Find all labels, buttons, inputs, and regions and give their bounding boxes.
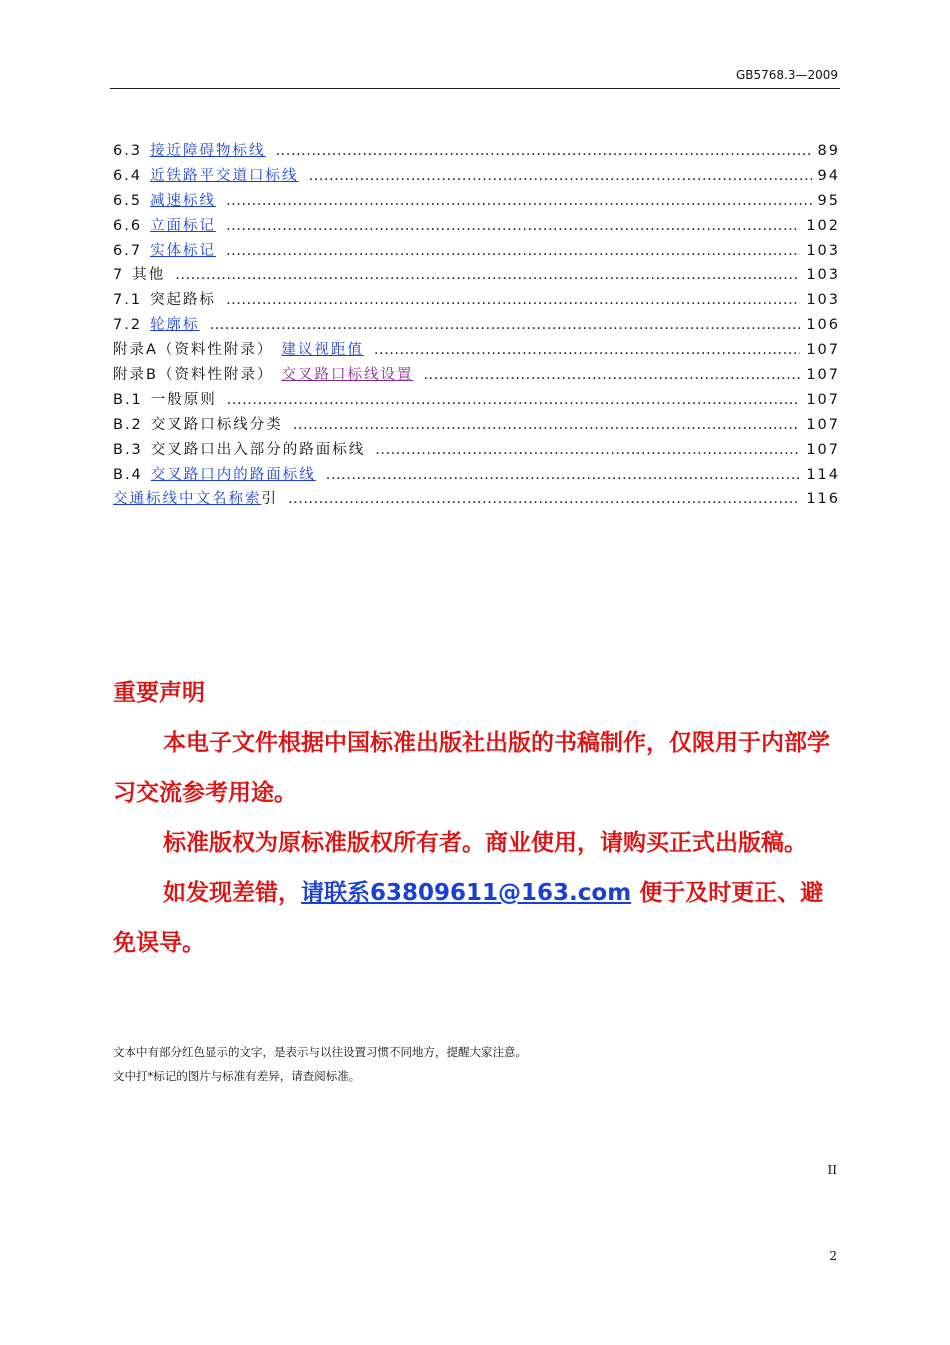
toc-page-number: 103: [806, 242, 840, 259]
toc-page-number: 89: [817, 143, 840, 159]
toc-number: 6.7: [113, 242, 143, 259]
toc-row: [113, 214, 840, 239]
toc-leader-dots: [210, 317, 801, 333]
toc-page-number: 107: [806, 342, 840, 359]
toc-leader-dots: [288, 491, 800, 507]
toc-leader-dots: [309, 168, 812, 184]
toc-title: 一般原则: [150, 391, 217, 408]
notice-paragraph-3-prefix: 如发现差错，: [163, 880, 301, 906]
contact-email-link[interactable]: 请联系63809611@163.com: [301, 880, 632, 906]
toc-page-number: 107: [806, 416, 840, 433]
toc-title[interactable]: 近铁路平交道口标线: [150, 167, 299, 184]
toc-page-number: 107: [806, 367, 840, 384]
toc-number: 7.2: [113, 317, 143, 334]
toc-number: B.1: [113, 391, 143, 408]
toc-page-number: 116: [806, 491, 840, 508]
toc-title: 突起路标: [150, 292, 217, 309]
page-number: 2: [829, 1249, 837, 1263]
toc-page-number: 102: [806, 217, 840, 234]
toc-number: 7: [113, 267, 125, 284]
toc-number: 7.1: [113, 292, 143, 309]
toc-leader-dots: [276, 143, 812, 159]
toc-number: 附录B（资料性附录）: [113, 367, 274, 384]
toc-leader-dots: [226, 292, 800, 308]
toc-title[interactable]: 交叉路口内的路面标线: [150, 466, 316, 483]
notice-paragraph-3: [113, 868, 840, 968]
footnote-line-2: 文中打*标记的图片与标准有差异，请查阅标准。: [113, 1069, 361, 1083]
header-divider: [110, 88, 840, 89]
toc-page-number: 107: [806, 441, 840, 458]
notice-paragraph-2: 标准版权为原标准版权所有者。商业使用，请购买正式出版稿。: [163, 830, 807, 856]
toc-leader-dots: [375, 442, 800, 458]
toc-number: 6.6: [113, 217, 143, 234]
toc-row: [113, 313, 840, 338]
toc-row: [113, 338, 840, 363]
toc-title-suffix: 引: [261, 491, 278, 508]
toc-page-number: 103: [806, 292, 840, 309]
toc-row: [113, 164, 840, 189]
toc-title[interactable]: 实体标记: [150, 242, 217, 259]
standard-code: GB5768.3—2009: [735, 68, 838, 82]
toc-number: 6.4: [113, 167, 143, 184]
toc-title[interactable]: 立面标记: [150, 217, 217, 234]
table-of-contents: [113, 139, 840, 512]
toc-row: [113, 413, 840, 438]
toc-title[interactable]: 减速标线: [150, 192, 217, 209]
toc-page-number: 107: [806, 391, 840, 408]
toc-number: B.2: [113, 416, 143, 433]
toc-number: 附录A（资料性附录）: [113, 342, 274, 359]
notice-paragraph-3-suffix: 便于及时更正、避免误导。: [113, 880, 824, 956]
footnotes: [113, 1040, 840, 1088]
toc-leader-dots: [226, 193, 811, 209]
toc-leader-dots: [374, 342, 800, 358]
toc-title[interactable]: 交通标线中文名称索: [113, 491, 262, 508]
toc-title: 其他: [132, 267, 166, 284]
toc-page-number: 103: [806, 267, 840, 284]
toc-page-number: 94: [817, 167, 840, 184]
toc-row: [113, 363, 840, 388]
toc-leader-dots: [226, 243, 800, 259]
toc-row: [113, 388, 840, 413]
toc-number: B.3: [113, 441, 143, 458]
notice-heading: 重要声明: [113, 680, 205, 706]
toc-row: [113, 487, 840, 512]
toc-row: [113, 139, 840, 164]
toc-leader-dots: [326, 467, 801, 483]
toc-number: 6.3: [113, 143, 143, 159]
toc-title[interactable]: 轮廓标: [150, 317, 200, 334]
toc-title[interactable]: 建议视距值: [281, 342, 364, 359]
toc-row: [113, 288, 840, 313]
toc-title[interactable]: 交叉路口标线设置: [281, 367, 414, 384]
toc-leader-dots: [175, 267, 800, 283]
notice-paragraph-1: 本电子文件根据中国标准出版社出版的书稿制作，仅限用于内部学习交流参考用途。: [113, 730, 830, 806]
toc-number: 6.5: [113, 192, 143, 209]
important-notice: [113, 668, 840, 968]
toc-title: 交叉路口出入部分的路面标线: [150, 441, 366, 458]
toc-title[interactable]: 接近障碍物标线: [150, 143, 266, 159]
toc-page-number: 95: [817, 192, 840, 209]
toc-leader-dots: [227, 392, 801, 408]
toc-title: 交叉路口标线分类: [150, 416, 283, 433]
toc-leader-dots: [423, 367, 800, 383]
footnote-line-1: 文本中有部分红色显示的文字，是表示与以往设置习惯不同地方，提醒大家注意。: [113, 1045, 527, 1059]
toc-row: [113, 239, 840, 264]
toc-page-number: 114: [806, 466, 840, 483]
toc-number: B.4: [113, 466, 143, 483]
roman-page-number: II: [827, 1163, 837, 1177]
toc-row: [113, 263, 840, 288]
toc-row: [113, 463, 840, 488]
toc-leader-dots: [226, 218, 800, 234]
toc-row: [113, 438, 840, 463]
toc-row: [113, 189, 840, 214]
toc-leader-dots: [293, 417, 801, 433]
toc-page-number: 106: [806, 317, 840, 334]
